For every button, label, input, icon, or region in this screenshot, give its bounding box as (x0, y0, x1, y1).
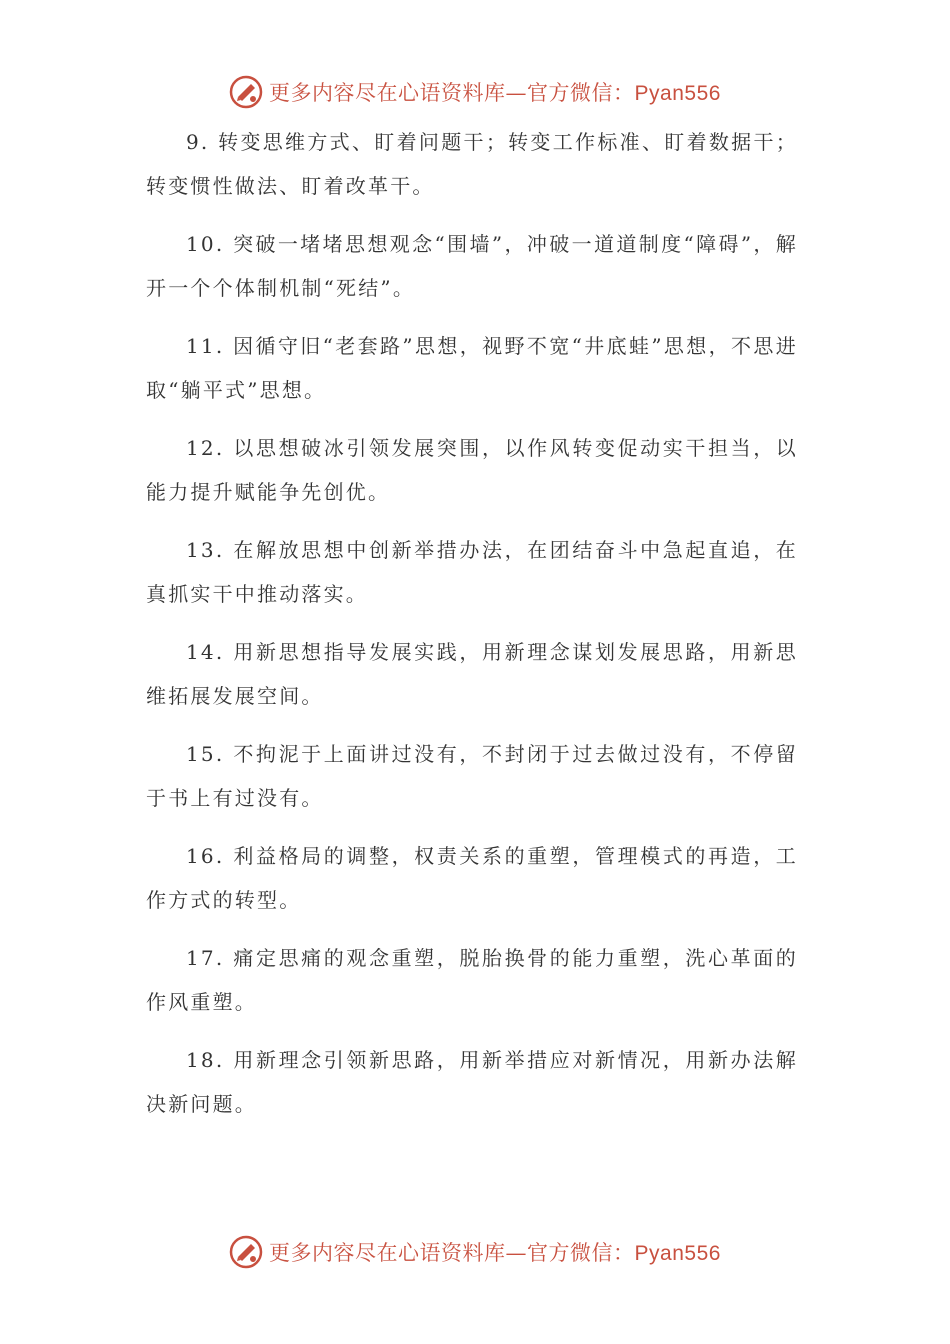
list-item: 17. 痛定思痛的观念重塑，脱胎换骨的能力重塑，洗心革面的作风重塑。 (146, 946, 798, 1014)
header-dash: — (505, 81, 528, 105)
header-text (269, 77, 721, 107)
list-item: 10. 突破一堵堵思想观念“围墙”，冲破一道道制度“障碍”，解开一个个体制机制“死结”。 (146, 232, 798, 300)
document-body (146, 120, 798, 1140)
list-item: 16. 利益格局的调整，权责关系的重塑，管理模式的再造，工作方式的转型。 (146, 844, 798, 912)
footer-wechat-id: Pyan556 (634, 1242, 721, 1265)
header-brand: 更多内容尽在心语资料库 (269, 81, 506, 105)
footer-brand: 更多内容尽在心语资料库 (269, 1241, 506, 1265)
list-item: 12. 以思想破冰引领发展突围，以作风转变促动实干担当，以能力提升赋能争先创优。 (146, 436, 798, 504)
footer-banner (0, 1232, 950, 1272)
list-item: 13. 在解放思想中创新举措办法，在团结奋斗中急起直追，在真抓实干中推动落实。 (146, 538, 798, 606)
brand-logo-icon (229, 1235, 263, 1269)
list-item: 15. 不拘泥于上面讲过没有，不封闭于过去做过没有，不停留于书上有过没有。 (146, 742, 798, 810)
header-wechat-id: Pyan556 (634, 82, 721, 105)
header-wechat-label: 官方微信： (527, 81, 635, 105)
footer-dash: — (505, 1241, 528, 1265)
footer-wechat-label: 官方微信： (527, 1241, 635, 1265)
list-item: 11. 因循守旧“老套路”思想，视野不宽“井底蛙”思想，不思进取“躺平式”思想。 (146, 334, 798, 402)
brand-logo-icon (229, 75, 263, 109)
header-banner (0, 72, 950, 112)
list-item: 18. 用新理念引领新思路，用新举措应对新情况，用新办法解决新问题。 (146, 1048, 798, 1116)
list-item: 9. 转变思维方式、盯着问题干；转变工作标准、盯着数据干；转变惯性做法、盯着改革干。 (146, 130, 798, 198)
footer-text (269, 1237, 721, 1267)
list-item: 14. 用新思想指导发展实践，用新理念谋划发展思路，用新思维拓展发展空间。 (146, 640, 798, 708)
